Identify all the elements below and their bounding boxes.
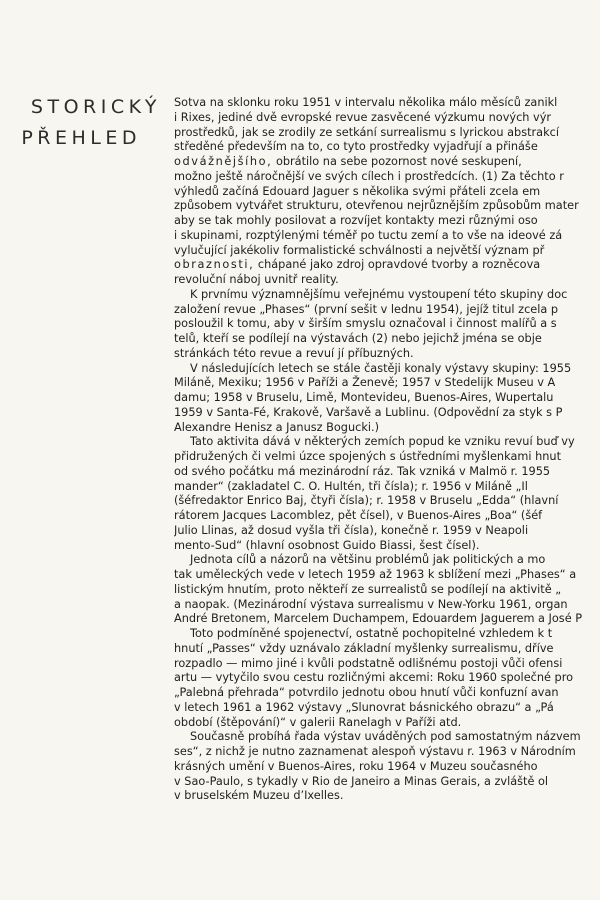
text-line: Sotva na sklonku roku 1951 v intervalu několika málo měsíců zanikl — [174, 96, 558, 109]
text-line: prostředků, jak se zrodily ze setkání surrealismu s lyrickou abstrakcí — [174, 125, 559, 139]
text-line: i Rixes, jediné dvě evropské revue zasvěcené výzkumu nových výr — [174, 110, 552, 124]
text-line: možno ještě náročnější ve svých cílech i prostředcích. (1) Za těchto r — [174, 169, 564, 183]
text-line: v Sao-Paulo, s tykadly v Rio de Janeiro a Minas Gerais, a zvláště ol — [174, 774, 549, 788]
text-line: V následujících letech se stále častěji konaly výstavy skupiny: 1955 — [190, 361, 572, 375]
body-text-column — [174, 96, 600, 896]
heading-line-2: PŘEHLED — [21, 127, 141, 149]
text-line: (šéfredaktor Enrico Baj, čtyři čísla); r. 1958 v Bruselu „Edda“ (hlavní — [174, 494, 559, 508]
text-line: revoluční náboj uvnitř reality. — [174, 273, 339, 286]
emphasized-word: odvážnějšího, — [174, 155, 273, 168]
text-line: posloužil k tomu, aby v širším smyslu označoval i činnost malířů a s — [174, 317, 557, 331]
emphasized-word: obraznosti, — [174, 258, 255, 272]
text-line: André Bretonem, Marcelem Duchampem, Edouardem Jaguerem a José P — [174, 612, 583, 626]
text-line: přidružených či velmi úzce spojených s ústředními myšlenkami hnut — [174, 450, 562, 463]
text-line: období (štěpování)“ v galerii Ranelagh v Paříži atd. — [174, 715, 462, 729]
heading-line-1: STORICKÝ — [30, 96, 161, 118]
text-line: mander“ (zakladatel C. O. Hultén, tři čísla); r. 1956 v Miláně „Il — [174, 479, 528, 493]
text-line: rozpadlo — mimo jiné i kvůli podstatně odlišnému postoji vůči ofensi — [174, 656, 563, 670]
text-line: Tato aktivita dává v některých zemích popud ke vzniku revuí buď vy — [190, 435, 575, 449]
text-line: mento-Sud“ (hlavní osobnost Guido Biassi, šest čísel). — [174, 538, 480, 552]
text-line: damu; 1958 v Bruselu, Limě, Montevideu, Buenos-Aires, Wupertalu — [174, 391, 554, 404]
text-line: Julio Llinas, až dosud vyšla tři čísla), konečně r. 1959 v Neapoli — [174, 523, 529, 537]
text-line: výhledů začíná Edouard Jaguer s několika svými přáteli zcela em — [174, 184, 541, 198]
text-line: 1959 v Santa-Fé, Krakově, Varšavě a Lublinu. (Odpovědní za styk s P — [174, 405, 563, 419]
section-heading — [0, 92, 165, 154]
text-line: Alexandre Henisz a Janusz Bogucki.) — [174, 420, 380, 434]
text-line: listickým hnutím, proto někteří ze surrealistů se podílejí na aktivitě „ — [174, 582, 562, 596]
text-line: „Palebná přehrada“ potvrdilo jednotu obou hnutí vůči konfuzní avan — [174, 686, 559, 699]
text-line: způsobem vytvářet strukturu, otevřenou nejrůznějším způsobům mater — [174, 199, 579, 213]
text-line: v bruselském Muzeu d’Ixelles. — [174, 789, 344, 803]
text-line: obraznosti, chápané jako zdroj opravdové tvorby a rozněcova — [174, 258, 541, 272]
text-line: stránkách této revue a revuí jí příbuzných. — [174, 346, 414, 360]
text-line: ses“, z nichž je nutno zaznamenat alespoň výstavu r. 1963 v Národním — [174, 745, 576, 758]
text-line: od svého počátku má mezinárodní ráz. Tak vzniká v Malmö r. 1955 — [174, 464, 551, 478]
text-line: odvážnějšího, obrátilo na sebe pozornost nové seskupení, — [174, 155, 522, 168]
text-line: Jednota cílů a názorů na většinu problémů jak politických a mo — [190, 553, 546, 567]
text-line: založení revue „Phases“ (první sešit v lednu 1954), jejíž titul zcela p — [174, 302, 559, 316]
text-line: vylučující jakékoliv formalistické schválnosti a největší význam př — [174, 243, 545, 257]
text-line: a naopak. (Mezinárodní výstava surrealismu v New-Yorku 1961, organ — [174, 597, 568, 611]
text-line: K prvnímu významnějšímu veřejnému vystoupení této skupiny doc — [190, 287, 568, 301]
text-line: artu — vytyčilo svou cestu rozličnými akcemi: Roku 1960 společné pro — [174, 671, 574, 685]
text-line: Současně probíhá řada výstav uváděných pod samostatným názvem — [190, 730, 581, 744]
text-line: rátorem Jacques Lacomblez, pět čísel), v Buenos-Aires „Boa“ (šéf — [174, 509, 543, 522]
text-line: středěné především na to, co tyto prostředky vyjadřují a přináše — [174, 140, 538, 154]
text-line: tak uměleckých vede v letech 1959 až 1963 k sblížení mezi „Phases“ a — [174, 568, 577, 581]
text-line: telů, kteří se podílejí na výstavách (2) nebo jejichž jména se obje — [174, 332, 542, 345]
text-line: v letech 1961 a 1962 výstavy „Slunovrat básnického obrazu“ a „Pá — [174, 700, 554, 714]
text-line: aby se tak mohly posilovat a rozvíjet kontakty mezi různými oso — [174, 214, 538, 227]
text-line: hnutí „Passes“ vždy uznávalo základní myšlenky surrealismu, dříve — [174, 641, 554, 655]
text-line: Miláně, Mexiku; 1956 v Paříži a Ženevě; 1957 v Stedelijk Museu v A — [174, 376, 556, 390]
text-line: i skupinami, rozptýlenými téměř po tuctu zemí a to vše na ideové zá — [174, 228, 563, 242]
text-line: krásných umění v Buenos-Aires, roku 1964 v Muzeu současného — [174, 759, 538, 773]
text-line: Toto podmíněné spojenectví, ostatně pochopitelné vzhledem k t — [190, 627, 553, 640]
